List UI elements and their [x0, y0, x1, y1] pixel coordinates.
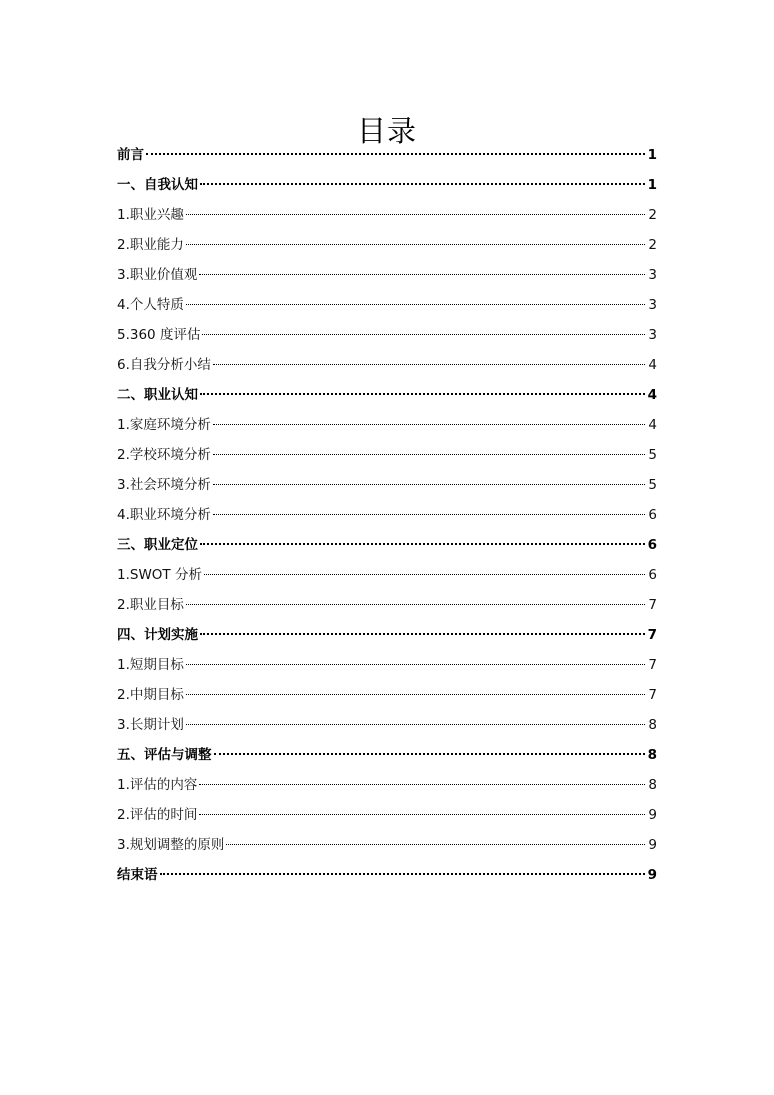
toc-page-number: 8	[647, 747, 657, 763]
toc-entry-label: 4.个人特质	[117, 297, 184, 313]
toc-dot-leader	[213, 484, 646, 485]
toc-entry[interactable]	[117, 530, 657, 560]
toc-entry[interactable]	[117, 800, 657, 830]
toc-page-number: 9	[648, 837, 657, 853]
toc-entry-label: 3.职业价值观	[117, 267, 198, 283]
toc-entry-label: 三、职业定位	[117, 537, 198, 553]
toc-dot-leader	[200, 633, 645, 635]
toc-entry[interactable]	[117, 860, 657, 890]
toc-entry[interactable]	[117, 770, 657, 800]
toc-dot-leader	[186, 214, 646, 215]
toc-page-number: 7	[647, 627, 657, 643]
toc-entry[interactable]	[117, 680, 657, 710]
toc-entry-label: 3.长期计划	[117, 717, 184, 733]
toc-page-number: 1	[647, 177, 657, 193]
toc-page-number: 6	[648, 567, 657, 583]
toc-entry-label: 3.规划调整的原则	[117, 837, 225, 853]
toc-entry[interactable]	[117, 650, 657, 680]
toc-dot-leader	[160, 873, 645, 875]
toc-entry[interactable]	[117, 290, 657, 320]
toc-entry-label: 2.职业目标	[117, 597, 184, 613]
toc-entry-label: 1.家庭环境分析	[117, 417, 211, 433]
toc-entry[interactable]	[117, 380, 657, 410]
toc-entry-label: 2.评估的时间	[117, 807, 198, 823]
toc-entry-label: 五、评估与调整	[117, 747, 212, 763]
toc-entry-label: 1.职业兴趣	[117, 207, 184, 223]
toc-page-number: 8	[648, 717, 657, 733]
toc-entry-label: 2.学校环境分析	[117, 447, 211, 463]
toc-entry-label: 3.社会环境分析	[117, 477, 211, 493]
toc-entry-label: 1.短期目标	[117, 657, 184, 673]
toc-page-number: 2	[648, 207, 657, 223]
toc-page-number: 4	[648, 357, 657, 373]
toc-page-number: 3	[648, 327, 657, 343]
toc-dot-leader	[213, 514, 646, 515]
page-title: 目录	[356, 114, 417, 149]
toc-dot-leader	[186, 694, 646, 695]
toc-page-number: 7	[648, 687, 657, 703]
toc-entry-label: 2.职业能力	[117, 237, 184, 253]
toc-dot-leader	[200, 393, 645, 395]
toc-entry[interactable]	[117, 260, 657, 290]
toc-entry[interactable]	[117, 560, 657, 590]
toc-dot-leader	[186, 244, 646, 245]
toc-page-number: 2	[648, 237, 657, 253]
toc-page-number: 7	[648, 597, 657, 613]
toc-entry[interactable]	[117, 500, 657, 530]
toc-dot-leader	[199, 274, 645, 275]
toc-entry-label: 四、计划实施	[117, 627, 198, 643]
toc-entry[interactable]	[117, 830, 657, 860]
toc-page-number: 4	[647, 387, 657, 403]
toc-entry[interactable]	[117, 140, 657, 170]
toc-dot-leader	[214, 753, 645, 755]
toc-list	[117, 140, 657, 890]
toc-dot-leader	[204, 574, 645, 575]
toc-entry-label: 6.自我分析小结	[117, 357, 211, 373]
toc-page-number: 5	[648, 447, 657, 463]
toc-entry[interactable]	[117, 320, 657, 350]
toc-entry-label: 5.360 度评估	[117, 327, 201, 343]
toc-dot-leader	[186, 604, 646, 605]
toc-dot-leader	[213, 364, 646, 365]
toc-page-number: 1	[647, 147, 657, 163]
toc-entry[interactable]	[117, 350, 657, 380]
toc-entry-label: 二、职业认知	[117, 387, 198, 403]
toc-dot-leader	[146, 153, 645, 155]
toc-entry-label: 结束语	[117, 867, 158, 883]
toc-dot-leader	[213, 454, 646, 455]
toc-entry[interactable]	[117, 590, 657, 620]
toc-entry-label: 1.评估的内容	[117, 777, 198, 793]
toc-page-number: 8	[648, 777, 657, 793]
toc-entry[interactable]	[117, 410, 657, 440]
toc-dot-leader	[186, 664, 646, 665]
toc-dot-leader	[226, 844, 645, 845]
toc-entry[interactable]	[117, 740, 657, 770]
toc-dot-leader	[202, 334, 645, 335]
toc-dot-leader	[186, 304, 646, 305]
toc-dot-leader	[199, 784, 645, 785]
toc-page-number: 5	[648, 477, 657, 493]
toc-page-number: 7	[648, 657, 657, 673]
toc-dot-leader	[213, 424, 646, 425]
toc-entry[interactable]	[117, 620, 657, 650]
toc-entry[interactable]	[117, 200, 657, 230]
toc-page-number: 6	[647, 537, 657, 553]
toc-page-number: 4	[648, 417, 657, 433]
toc-entry[interactable]	[117, 440, 657, 470]
toc-entry[interactable]	[117, 470, 657, 500]
toc-dot-leader	[200, 543, 645, 545]
toc-page-number: 9	[647, 867, 657, 883]
toc-entry-label: 2.中期目标	[117, 687, 184, 703]
toc-dot-leader	[200, 183, 645, 185]
toc-entry-label: 4.职业环境分析	[117, 507, 211, 523]
toc-entry[interactable]	[117, 230, 657, 260]
toc-page-number: 3	[648, 267, 657, 283]
toc-dot-leader	[199, 814, 645, 815]
toc-entry-label: 1.SWOT 分析	[117, 567, 202, 583]
toc-dot-leader	[186, 724, 646, 725]
toc-entry-label: 一、自我认知	[117, 177, 198, 193]
toc-entry[interactable]	[117, 170, 657, 200]
toc-page-number: 6	[648, 507, 657, 523]
toc-page-number: 9	[648, 807, 657, 823]
toc-entry[interactable]	[117, 710, 657, 740]
toc-entry-label: 前言	[117, 147, 144, 163]
toc-page-number: 3	[648, 297, 657, 313]
